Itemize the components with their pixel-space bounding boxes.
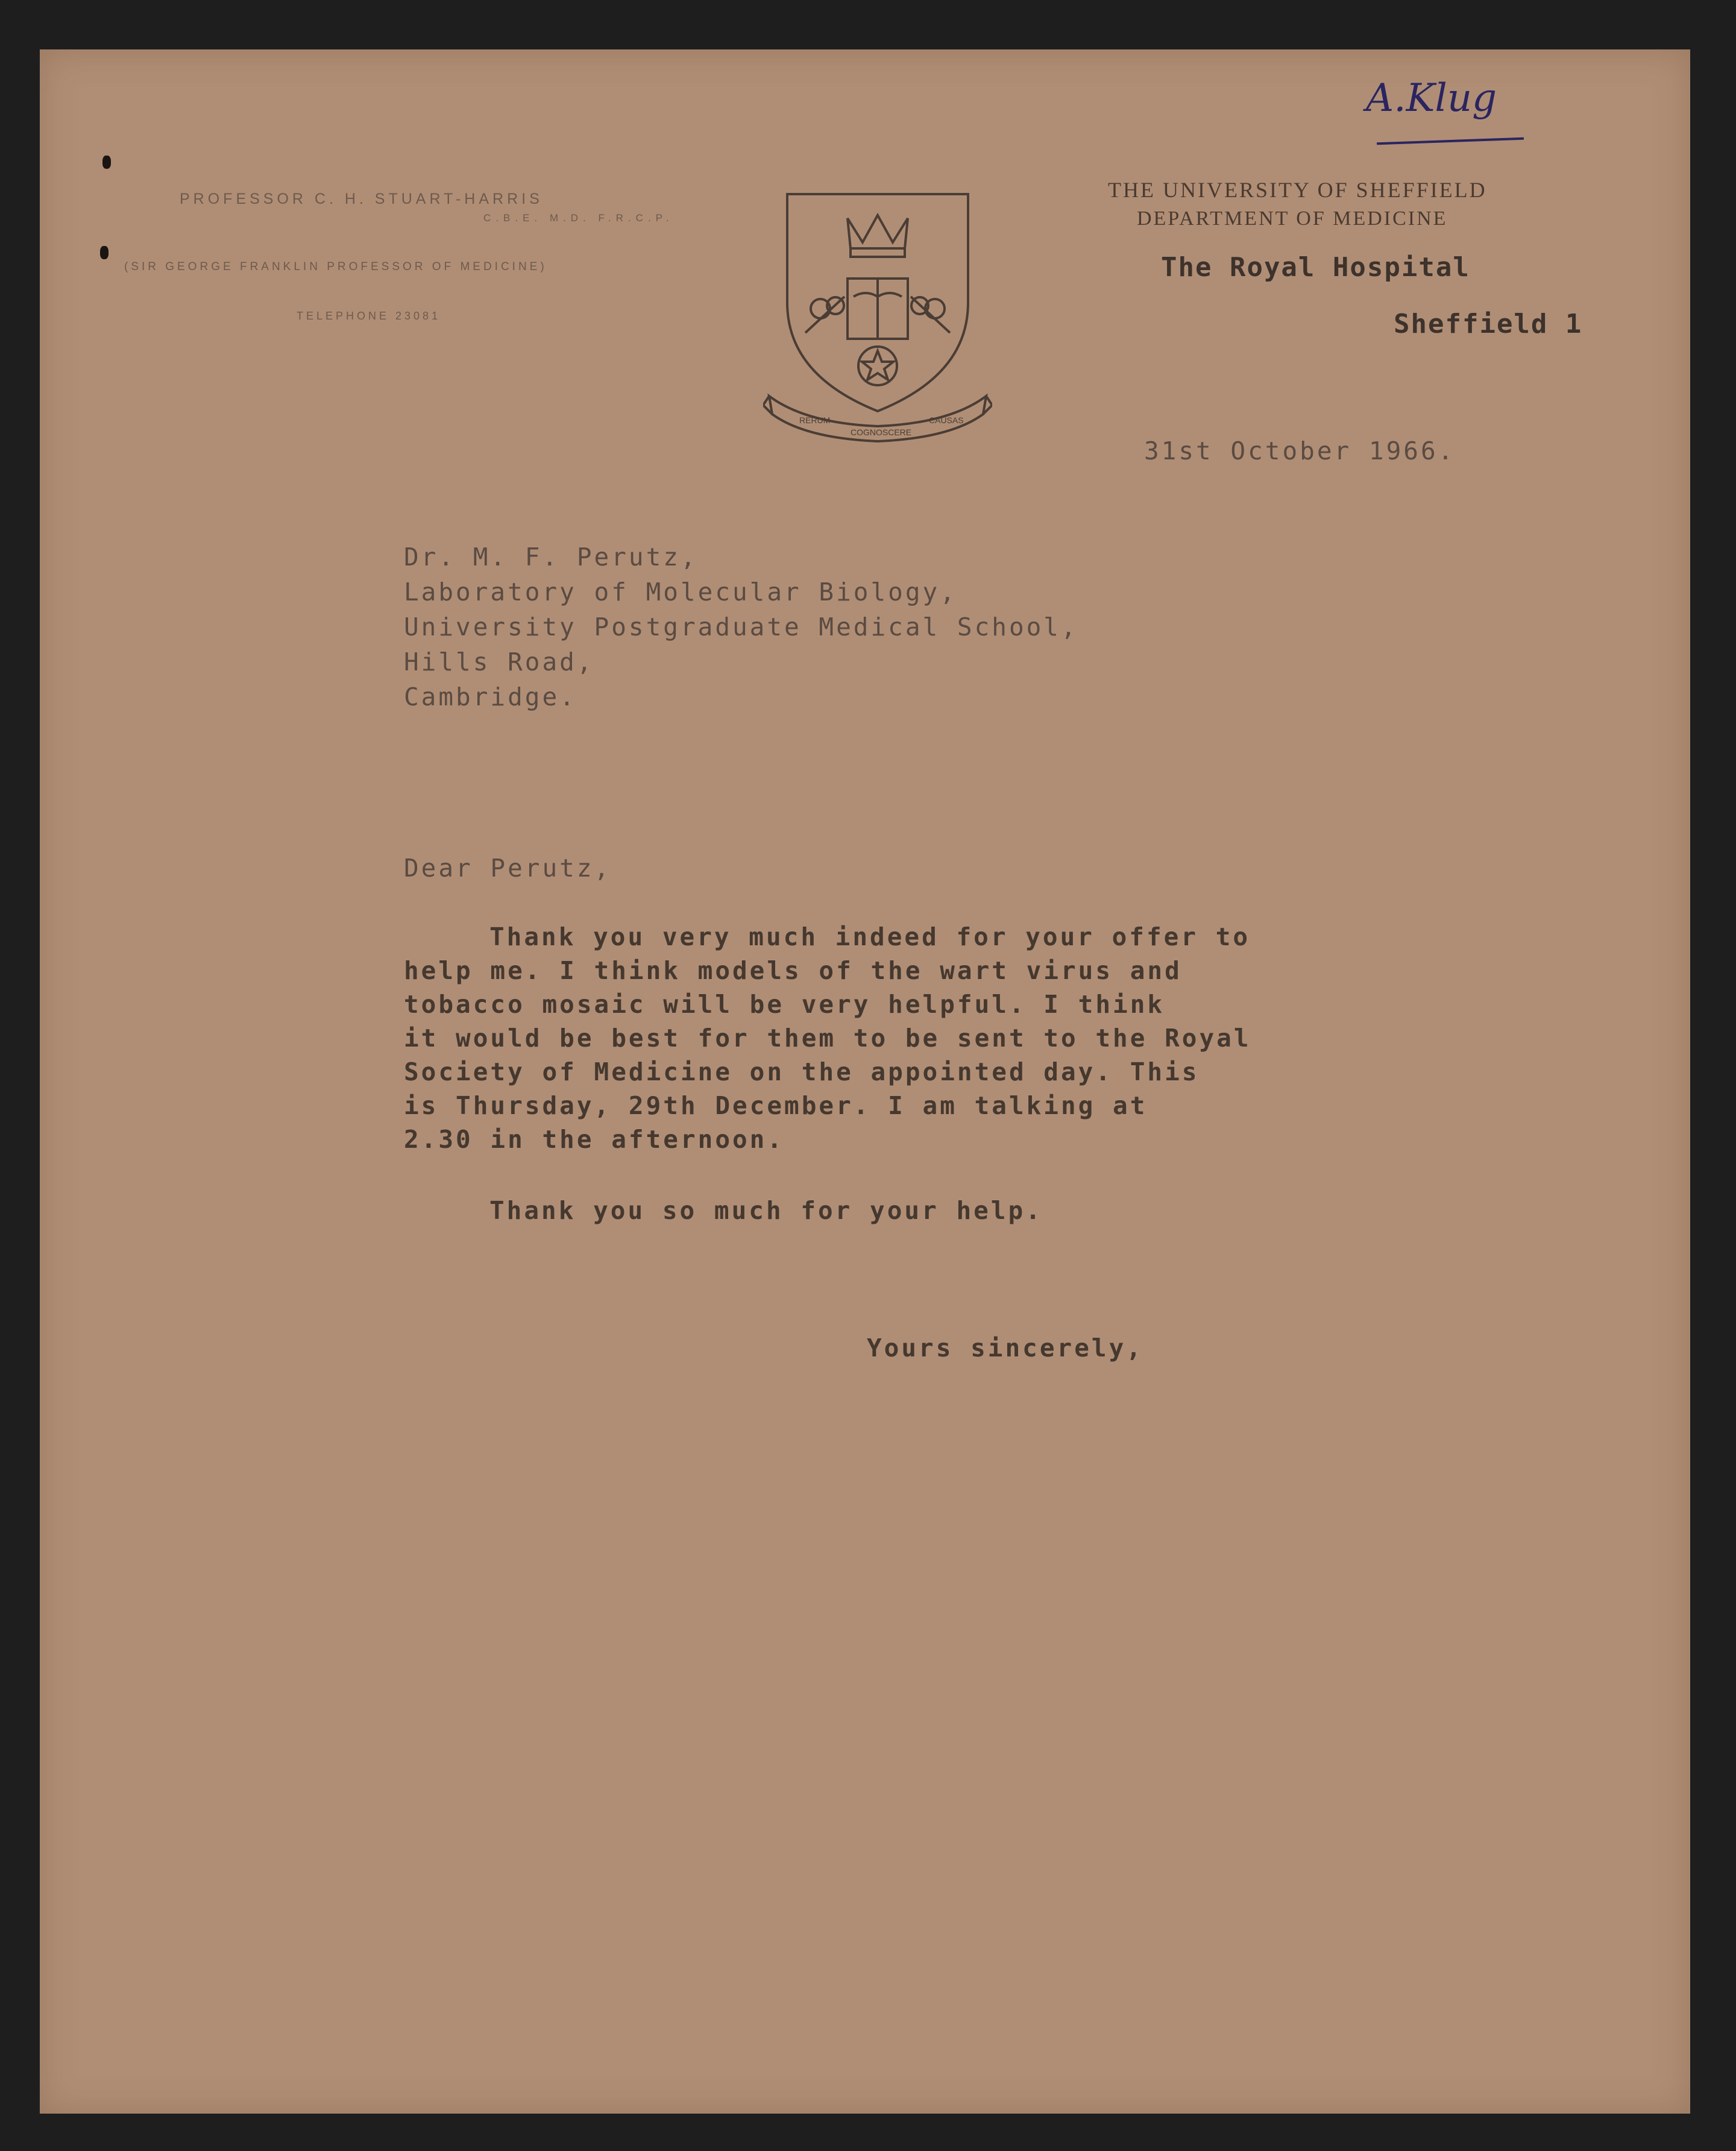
letterhead-chair: (SIR GEORGE FRANKLIN PROFESSOR OF MEDICINE) [124, 260, 547, 273]
letterhead-department: DEPARTMENT OF MEDICINE [1137, 207, 1448, 230]
body-line: it would be best for them to be sent to the Royal [404, 1024, 1251, 1053]
letterhead-telephone: TELEPHONE 23081 [297, 310, 441, 322]
letterhead-qualifications: C.B.E. M.D. F.R.C.P. [483, 212, 674, 224]
body-paragraph-2: Thank you so much for your help. [489, 1196, 1043, 1225]
body-line: Thank you very much indeed for your offer to [489, 922, 1251, 951]
university-crest-icon [763, 182, 992, 447]
svg-text:CAUSAS: CAUSAS [929, 415, 964, 425]
svg-text:COGNOSCERE: COGNOSCERE [851, 427, 912, 437]
recipient-name: Dr. M. F. Perutz, [404, 543, 698, 572]
body-line: Society of Medicine on the appointed day. This [404, 1057, 1200, 1086]
letterhead-hospital: The Royal Hospital [1161, 252, 1470, 283]
letterhead-university: THE UNIVERSITY OF SHEFFIELD [1108, 178, 1487, 202]
recipient-line4: Cambridge. [404, 682, 577, 711]
body-line: 2.30 in the afternoon. [404, 1125, 785, 1154]
recipient-line1: Laboratory of Molecular Biology, [404, 578, 957, 606]
letterhead-professor: PROFESSOR C. H. STUART-HARRIS [180, 191, 543, 207]
letter-sheet [40, 49, 1690, 2114]
punch-hole-bottom [100, 246, 108, 259]
body-line: is Thursday, 29th December. I am talking at [404, 1091, 1148, 1120]
handwritten-annotation: A.Klug [1366, 76, 1497, 121]
closing: Yours sincerely, [867, 1334, 1143, 1362]
punch-hole-top [102, 156, 111, 169]
body-line: tobacco mosaic will be very helpful. I think [404, 990, 1165, 1019]
recipient-line2: University Postgraduate Medical School, [404, 613, 1078, 641]
body-line: help me. I think models of the wart virus and [404, 956, 1182, 985]
salutation: Dear Perutz, [404, 854, 612, 883]
letter-date: 31st October 1966. [1144, 436, 1456, 465]
annotation-underline [1377, 137, 1524, 145]
letterhead-city: Sheffield 1 [1394, 309, 1583, 339]
svg-text:RERUM: RERUM [799, 415, 831, 425]
recipient-line3: Hills Road, [404, 647, 594, 676]
